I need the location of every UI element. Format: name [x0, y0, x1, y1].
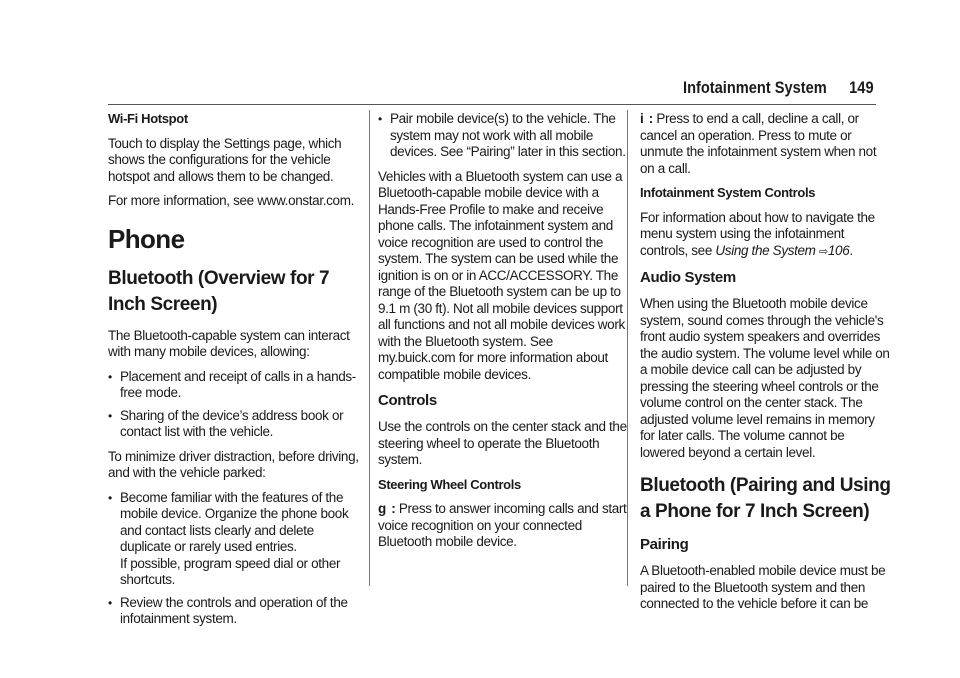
controls-paragraph: Use the controls on the center stack and the steering wheel to operate the Bluetooth system. [378, 419, 627, 467]
column-divider-1 [369, 110, 370, 586]
column-2 [378, 111, 630, 559]
column-3 [640, 111, 892, 621]
list-item: • Pair mobile device(s) to the vehicle. The system may not work with all mobile devices. See “Pairing” later in this section. [378, 111, 630, 161]
wifi-paragraph-1: Touch to display the Settings page, which shows the configurations for the vehicle hotspot and allows them to be changed. [108, 135, 342, 184]
section-title: Infotainment System [683, 78, 828, 97]
answer-call-paragraph [378, 501, 630, 551]
sentence-end: . [849, 242, 853, 258]
list-item: • Placement and receipt of calls in a hands-free mode. [108, 369, 360, 402]
allow-list [108, 369, 360, 441]
list-item [108, 490, 360, 589]
infotainment-controls-text: For information about how to navigate the menu system using the infotainment controls, see [640, 209, 875, 258]
audio-system-paragraph: When using the Bluetooth mobile device system, sound comes through the vehicle's front audio system speakers and overrides the audio system. The volume level while on a mobile device call can be adjusted by pressing the steering wheel controls or the volume control on the center stack. The adjusted volume level remains in memory for later calls. The volume cannot be lowered beyond a certain level. [640, 296, 890, 460]
page-header [683, 78, 874, 98]
list-item: • Review the controls and operation of the infotainment system. [108, 595, 360, 628]
bluetooth-intro: The Bluetooth-capable system can interact with many mobile devices, allowing: [108, 327, 350, 359]
controls-heading: Controls [378, 392, 437, 409]
infotainment-controls-paragraph [640, 210, 892, 261]
distraction-list [108, 490, 360, 628]
page-number: 149 [849, 78, 874, 97]
cross-reference-link[interactable]: Using the System [715, 242, 816, 258]
phone-end-call-icon: i [640, 111, 644, 126]
colon: : [387, 501, 399, 516]
distraction-intro: To minimize driver distraction, before driving, and with the vehicle parked: [108, 448, 359, 480]
infotainment-controls-heading: Infotainment System Controls [640, 185, 816, 200]
answer-call-text: Press to answer incoming calls and start voice recognition on your connected Bluetooth mobile device. [378, 501, 627, 549]
wifi-paragraph-2: For more information, see www.onstar.com. [108, 193, 354, 208]
pair-list [378, 111, 630, 161]
header-rule [108, 104, 876, 105]
vehicles-paragraph: Vehicles with a Bluetooth system can use a Bluetooth-capable mobile device with a Hands-Free Profile to make and receive phone calls. The infotainment system and voice recognition are used to control the system. The system can be used while the ignition is on or in ACC/ACCESSORY. The range of the Bluetooth system can be up to 9.1 m (30 ft). Not all mobile devices support all functions and not all mobile devices work with the Bluetooth system. See my.buick.com for more information about compatible mobile devices. [378, 168, 625, 382]
list-item-text: Become familiar with the features of the mobile device. Organize the phone book and contact lists clearly and delete duplicate or rarely used entries. [120, 489, 349, 554]
column-1 [108, 111, 360, 636]
bluetooth-overview-heading: Bluetooth (Overview for 7 Inch Screen) [108, 267, 330, 315]
list-item: • Sharing of the device’s address book or contact list with the vehicle. [108, 408, 360, 441]
steering-wheel-controls-heading: Steering Wheel Controls [378, 476, 521, 492]
audio-system-heading: Audio System [640, 269, 736, 286]
cross-reference-page[interactable]: 106 [827, 242, 850, 258]
end-call-paragraph [640, 111, 892, 177]
page-reference-arrow-icon: ⇨ [819, 245, 828, 258]
phone-answer-icon: g [378, 501, 386, 516]
wifi-hotspot-heading: Wi-Fi Hotspot [108, 111, 188, 126]
bluetooth-pairing-using-heading: Bluetooth (Pairing and Using a Phone for 7 Inch Screen) [640, 475, 891, 522]
colon: : [645, 111, 657, 126]
end-call-text: Press to end a call, decline a call, or cancel an operation. Press to mute or unmute the infotainment system when not on a call. [640, 111, 877, 176]
list-item-text: If possible, program speed dial or other shortcuts. [120, 555, 341, 587]
phone-heading: Phone [108, 223, 185, 254]
pairing-heading: Pairing [640, 536, 689, 553]
pairing-paragraph: A Bluetooth-enabled mobile device must be paired to the Bluetooth system and then connected to the vehicle before it can be [640, 563, 886, 611]
